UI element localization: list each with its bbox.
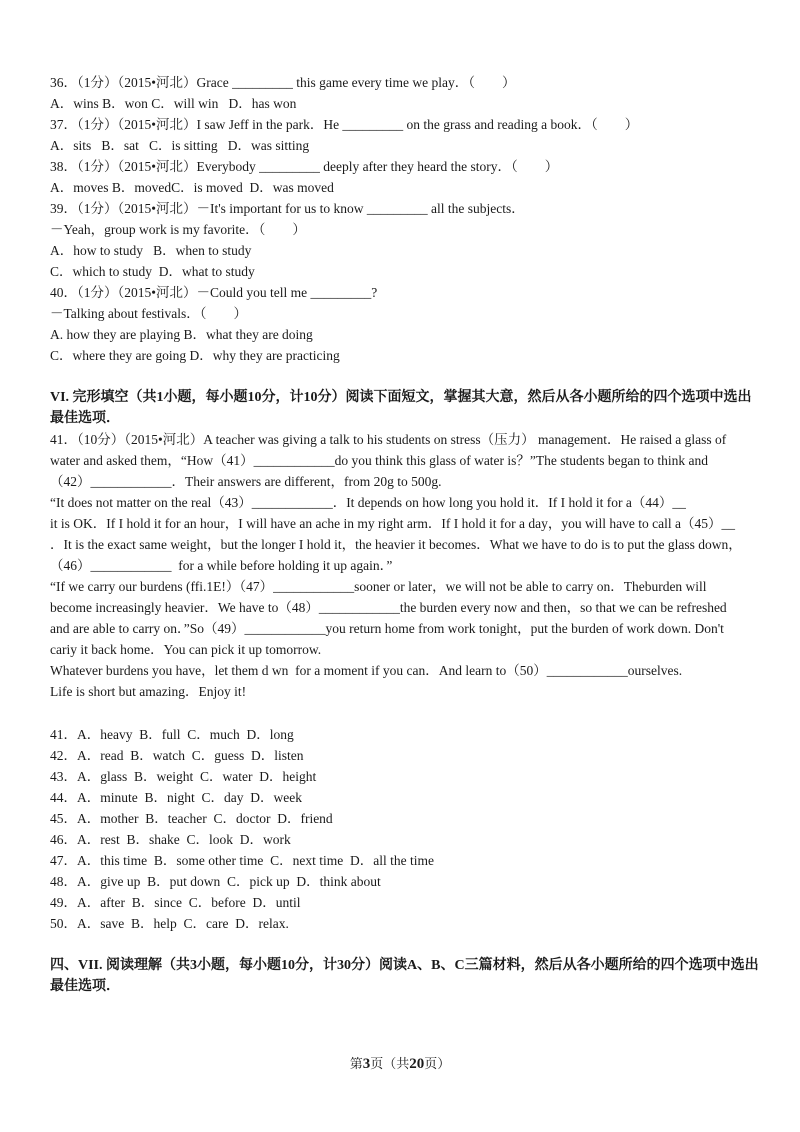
text-line: 40．（1分）（2015•河北）－Could you tell me _________? [50,285,378,300]
page-footer [0,1053,800,1073]
text-line: －Yeah，group work is my favorite．（ ） [50,222,306,237]
footer-page-number: 3 [362,1056,371,1072]
text-line: 41．（10分）（2015•河北）A teacher was giving a talk to his students on stress（压力） management．He raised a glass of [50,432,727,447]
text-line: A. how they are playing B．what they are doing [50,327,313,342]
text-line: 47．A．this time B．some other time C．next time D．all the time [50,853,434,868]
text-line: 45．A．mother B．teacher C．doctor D．friend [50,811,333,826]
text-line: 44．A．minute B．night C．day D．week [50,790,302,805]
text-line: “It does not matter on the real（43）____________．It depends on how long you hold it．If I hold it for a（44）__ [50,495,686,510]
footer-prefix: 第 [349,1056,363,1071]
text-line: 50．A．save B．help C．care D．relax. [50,916,289,931]
text-line: VI. 完形填空（共1小题，每小题10分，计10分）阅读下面短文，掌握其大意，然后从各小题所给的四个选项中选出 [50,390,752,405]
text-line: cariy it back home．You can pick it up tomorrow. [50,642,322,657]
text-line: A．moves B．movedC．is moved D．was moved [50,180,334,195]
grammar-questions-section [50,72,760,366]
text-line: 最佳选项． [50,411,120,426]
document-content [50,72,760,997]
text-line: it is OK．If I hold it for an hour，I will have an ache in my right arm．If I hold it for a day，you will have to call a（45）__ [50,516,735,531]
text-line: A．wins B．won C．will win D．has won [50,96,297,111]
text-line: ．It is the exact same weight，but the longer I hold it，the heavier it becomes．What we have to do is to put the glass down， [50,537,742,552]
text-line: 四、VII. 阅读理解（共3小题，每小题10分，计30分）阅读A、B、C三篇材料，然后从各小题所给的四个选项中选出 [50,958,759,973]
footer-total-pages: 20 [409,1056,425,1072]
text-line: water and asked them，“How（41）____________do you think this glass of water is？”The students began to think and [50,453,709,468]
footer-suffix: 页） [424,1056,451,1071]
text-line: 38．（1分）（2015•河北）Everybody _________ deeply after they heard the story．（ ） [50,159,559,174]
text-line: A．sits B．sat C．is sitting D．was sitting [50,138,310,153]
text-line: 41．A．heavy B．full C．much D．long [50,727,294,742]
text-line: C．where they are going D．why they are practicing [50,348,340,363]
text-line: “If we carry our burdens (ffi.1E!）（47）____________sooner or later，we will not be able to carry on．Theburden will [50,579,707,594]
text-line: （42）____________．Their answers are different，from 20g to 500g. [50,474,442,489]
footer-middle: 页（共 [370,1056,410,1071]
text-line: （46）____________ for a while before holding it up again．” [50,558,393,573]
text-line: 46．A．rest B．shake C．look D．work [50,832,291,847]
text-line: 43．A．glass B．weight C．water D．height [50,769,317,784]
cloze-passage-section [50,429,760,702]
text-line: Whatever burdens you have，let them d wn for a moment if you can．And learn to（50）____________ourselves. [50,663,683,678]
text-line: become increasingly heavier．We have to（48）____________the burden every now and then，so that we can be refreshed [50,600,727,615]
reading-heading-section [50,955,760,997]
text-line: －Talking about festivals．（ ） [50,306,248,321]
text-line: 最佳选项． [50,979,120,994]
text-line: 49．A．after B．since C．before D．until [50,895,301,910]
text-line: and are able to carry on．”So（49）____________you return home from work tonight，put the burden of work down. Don't [50,621,724,636]
text-line: 37．（1分）（2015•河北）I saw Jeff in the park．He _________ on the grass and reading a book．（ ） [50,117,639,132]
text-line: A．how to study B．when to study [50,243,252,258]
text-line: 39．（1分）（2015•河北）－It's important for us to know _________ all the subjects． [50,201,525,216]
text-line: Life is short but amazing．Enjoy it! [50,684,247,699]
text-line: 42．A．read B．watch C．guess D．listen [50,748,304,763]
text-line: 48．A．give up B．put down C．pick up D．think about [50,874,381,889]
cloze-heading-section [50,387,760,429]
text-line: C．which to study D．what to study [50,264,255,279]
text-line: 36．（1分）（2015•河北）Grace _________ this game every time we play．（ ） [50,75,516,90]
cloze-options-section [50,724,760,934]
